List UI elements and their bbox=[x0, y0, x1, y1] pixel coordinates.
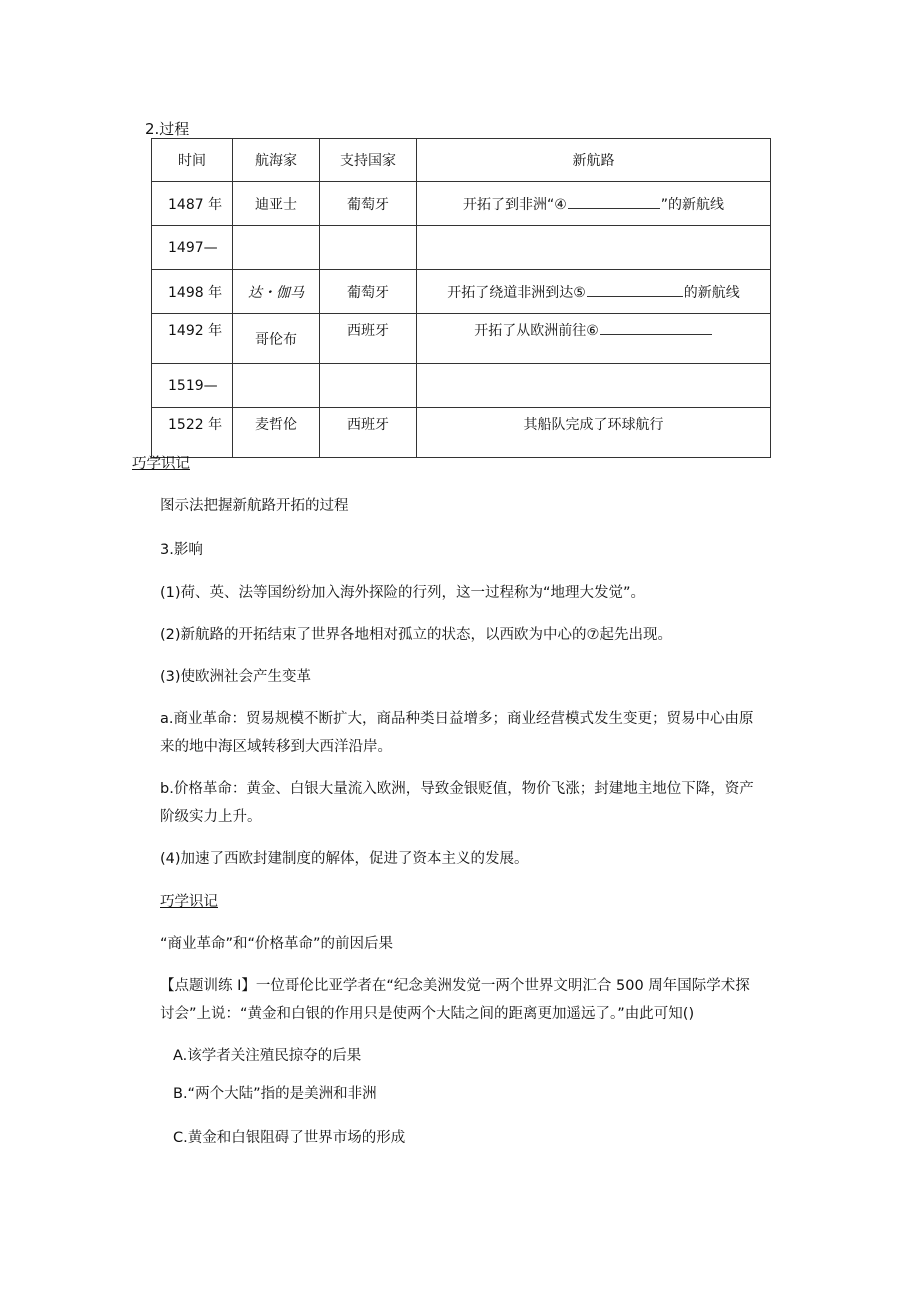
cell-country bbox=[320, 364, 417, 408]
cell-year: 1498 年 bbox=[152, 270, 233, 314]
cell-navigator: 达・伽马 bbox=[233, 270, 320, 314]
price-revolution-line-2: 阶级实力上升。 bbox=[160, 809, 262, 825]
header-country: 支持国家 bbox=[320, 139, 417, 182]
cell-navigator bbox=[233, 226, 320, 270]
cell-navigator bbox=[233, 364, 320, 408]
table-row bbox=[152, 270, 771, 314]
tip-text-1: 图示法把握新航路开拓的过程 bbox=[160, 498, 349, 514]
question-line-2: 讨会”上说：“黄金和白银的作用只是使两个大陆之间的距离更加遥远了。”由此可知() bbox=[160, 1006, 695, 1022]
cell-route: 其船队完成了环球航行 bbox=[417, 408, 771, 458]
cell-route bbox=[417, 364, 771, 408]
header-time: 时间 bbox=[152, 139, 233, 182]
cell-navigator: 迪亚士 bbox=[233, 182, 320, 226]
cell-route bbox=[417, 226, 771, 270]
cell-year: 1519— bbox=[152, 364, 233, 408]
route-text-suffix: ”的新航线 bbox=[660, 196, 725, 213]
header-route: 新航路 bbox=[417, 139, 771, 182]
tip-heading-1: 巧学识记 bbox=[132, 456, 190, 472]
cell-route bbox=[417, 314, 771, 364]
cell-year: 1487 年 bbox=[152, 182, 233, 226]
commerce-revolution-line-2: 来的地中海区域转移到大西洋沿岸。 bbox=[160, 739, 392, 755]
price-revolution-line-1: b.价格革命：黄金、白银大量流入欧洲，导致金银贬值，物价飞涨；封建地主地位下降，资产 bbox=[160, 781, 754, 797]
table-row bbox=[152, 408, 771, 458]
table-row bbox=[152, 182, 771, 226]
option-c[interactable]: C.黄金和白银阻碍了世界市场的形成 bbox=[173, 1130, 406, 1146]
table-row bbox=[152, 364, 771, 408]
impact-title: 3.影响 bbox=[160, 542, 203, 558]
option-b[interactable]: B.“两个大陆”指的是美洲和非洲 bbox=[173, 1086, 377, 1102]
tip-heading-2: 巧学识记 bbox=[160, 894, 218, 910]
route-text: 开拓了绕道非洲到达⑤ bbox=[447, 284, 586, 301]
cell-year: 1522 年 bbox=[152, 408, 233, 458]
cell-navigator: 麦哲伦 bbox=[233, 408, 320, 458]
cell-route bbox=[417, 182, 771, 226]
fill-blank-4[interactable] bbox=[568, 194, 660, 209]
fill-blank-5[interactable] bbox=[587, 282, 683, 297]
tip-text-2: “商业革命”和“价格革命”的前因后果 bbox=[160, 936, 394, 952]
impact-paragraph-1: (1)荷、英、法等国纷纷加入海外探险的行列，这一过程称为“地理大发觉”。 bbox=[160, 585, 646, 601]
commerce-revolution-line-1: a.商业革命：贸易规模不断扩大，商品种类日益增多；商业经营模式发生变更；贸易中心由原 bbox=[160, 711, 754, 727]
table-row bbox=[152, 226, 771, 270]
impact-paragraph-2: (2)新航路的开拓结束了世界各地相对孤立的状态，以西欧为中心的⑦起先出现。 bbox=[160, 627, 673, 643]
section-title: 2.过程 bbox=[145, 120, 190, 138]
route-text-suffix: 的新航线 bbox=[683, 284, 740, 301]
cell-country: 葡萄牙 bbox=[320, 182, 417, 226]
impact-paragraph-4: (4)加速了西欧封建制度的解体，促进了资本主义的发展。 bbox=[160, 851, 529, 867]
cell-navigator: 哥伦布 bbox=[233, 314, 320, 364]
cell-year: 1497— bbox=[152, 226, 233, 270]
route-text: 开拓了从欧洲前往⑥ bbox=[474, 323, 599, 339]
cell-country: 西班牙 bbox=[320, 314, 417, 364]
header-navigator: 航海家 bbox=[233, 139, 320, 182]
route-text: 开拓了到非洲“④ bbox=[462, 196, 567, 213]
table-header-row bbox=[152, 139, 771, 182]
cell-route bbox=[417, 270, 771, 314]
voyage-table bbox=[151, 138, 771, 458]
cell-year: 1492 年 bbox=[152, 314, 233, 364]
fill-blank-6[interactable] bbox=[600, 320, 712, 335]
impact-paragraph-3: (3)使欧洲社会产生变革 bbox=[160, 669, 312, 685]
cell-country: 西班牙 bbox=[320, 408, 417, 458]
cell-country bbox=[320, 226, 417, 270]
table-row bbox=[152, 314, 771, 364]
question-line-1: 【点题训练 I】一位哥伦比亚学者在“纪念美洲发觉一两个世界文明汇合 500 周年国际学术探 bbox=[160, 978, 750, 994]
option-a[interactable]: A.该学者关注殖民掠夺的后果 bbox=[173, 1048, 362, 1064]
cell-country: 葡萄牙 bbox=[320, 270, 417, 314]
